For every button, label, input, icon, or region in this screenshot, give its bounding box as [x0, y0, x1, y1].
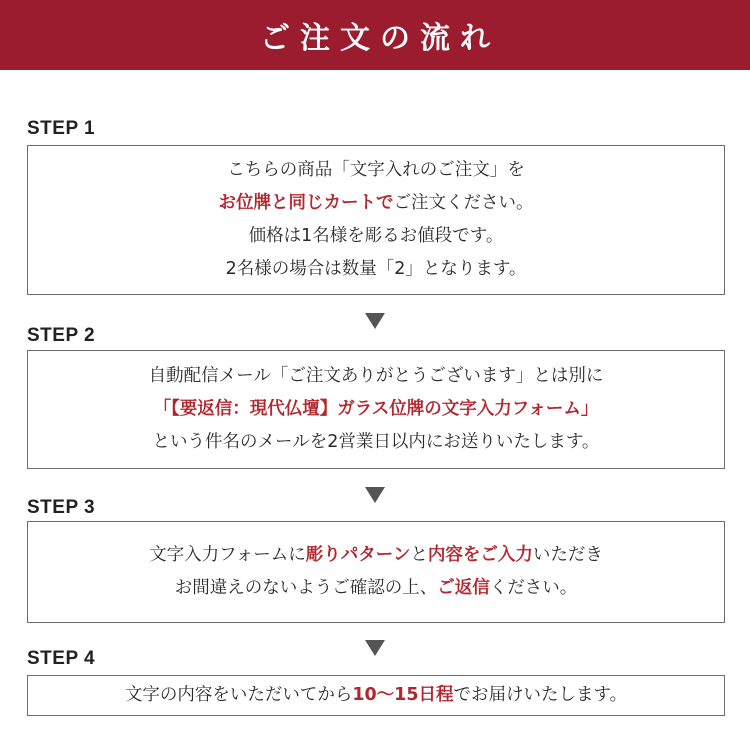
down-triangle-icon — [365, 313, 385, 329]
down-triangle-icon — [365, 487, 385, 503]
highlight-text: お位牌と同じカートで — [218, 193, 394, 213]
step-2-line-2 — [154, 393, 599, 426]
step-1-label: STEP 1 — [27, 118, 96, 139]
highlight-text: 10〜15日程 — [352, 685, 454, 705]
down-triangle-icon — [365, 640, 385, 656]
step-1-line-3: 価格は1名様を彫るお値段です。 — [248, 226, 504, 246]
step-2-line-1: 自動配信メール「ご注文ありがとうございます」とは別に — [148, 366, 604, 386]
step-3-line-1: 文字入力フォームに彫りパターンと内容をご入力いただき — [149, 545, 603, 565]
step-1-line-1: こちらの商品「文字入れのご注文」を — [227, 160, 525, 180]
header-banner — [0, 0, 750, 70]
page-title: ご注文の流れ — [260, 21, 500, 56]
highlight-text: ご返信 — [437, 578, 490, 598]
step-4-label: STEP 4 — [27, 648, 96, 669]
step-2-line-3: という件名のメールを2営業日以内にお送りいたします。 — [152, 432, 600, 452]
step-1-line-2: お位牌と同じカートでご注文ください。 — [218, 193, 534, 213]
step-4-line-1: 文字の内容をいただいてから10〜15日程でお届けいたします。 — [124, 685, 628, 705]
step-3-label: STEP 3 — [27, 497, 96, 518]
step-4-box — [27, 675, 725, 716]
step-3-box — [27, 521, 725, 623]
highlight-text: 彫りパターン — [305, 545, 411, 565]
step-1-line-4: 2名様の場合は数量「2」となります。 — [225, 259, 527, 279]
highlight-text: 内容をご入力 — [427, 545, 533, 565]
step-3-line-2: お間違えのないようご確認の上、ご返信ください。 — [174, 578, 578, 598]
highlight-text: 「【要返信：現代仏壇】ガラス位牌の文字入力フォーム」 — [153, 399, 599, 419]
step-1-box — [27, 145, 725, 295]
step-2-label: STEP 2 — [27, 325, 96, 346]
step-2-box — [27, 350, 725, 469]
